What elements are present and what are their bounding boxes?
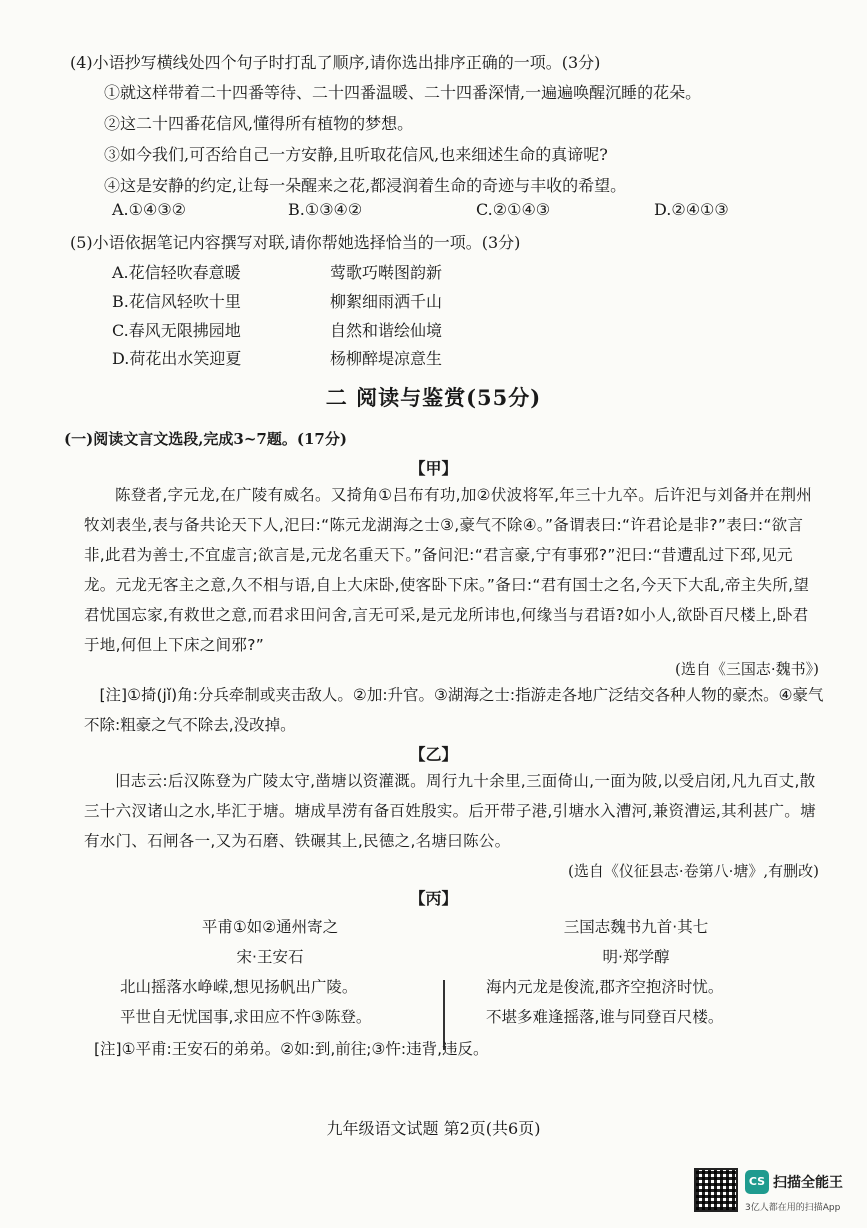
q4-sentence-4: ④这是安静的约定,让每一朵醒来之花,都浸润着生命的奇迹与丰收的希望。 (104, 176, 627, 195)
couplet-left: D.荷花出水笑迎夏 (112, 349, 242, 368)
poem-2 (486, 912, 786, 1032)
poem-2-author: 明·郑学醇 (602, 948, 670, 966)
passage-jia-label: 【甲】 (409, 459, 458, 478)
couplet-right: 杨柳醉堤凉意生 (330, 349, 443, 368)
q4-option-d[interactable]: D.②④①③ (654, 200, 729, 219)
q4-sentence-1: ①就这样带着二十四番等待、二十四番温暖、二十四番深情,一遍遍唤醒沉睡的花朵。 (104, 83, 702, 102)
couplet-right: 自然和谐绘仙境 (330, 321, 443, 340)
q4-option-c[interactable]: C.②①④③ (476, 200, 551, 219)
q4-sentence-2: ②这二十四番花信风,懂得所有植物的梦想。 (104, 114, 414, 133)
q4-option-b[interactable]: B.①③④② (288, 200, 363, 219)
passage-jia-source: (选自《三国志·魏书》) (675, 660, 819, 678)
camscanner-logo: CS (745, 1170, 769, 1194)
q4-option-a[interactable]: A.①④③② (112, 200, 187, 219)
q4-heading: (4)小语抄写横线处四个句子时打乱了顺序,请你选出排序正确的一项。(3分) (70, 53, 601, 72)
passage-jia-text: 陈登者,字元龙,在广陵有威名。又掎角①吕布有功,加②伏波将军,年三十九卒。后许汜与刘备并在荆州牧刘表坐,表与备共论天下人,汜曰:“陈元龙湖海之士③,豪气不除④。”备谓表曰:“许君论是非?”表曰:“欲言非,此君为善士,不宜虚言;欲言是,元龙名重天下。”备问汜:“君言豪,宁有事邪?”汜曰:“昔遭乱过下邳,见元龙。元龙无客主之意,久不相与语,自上大床卧,使客卧下床。”备曰:“君有国士之名,今天下大乱,帝主失所,望君忧国忘家,有救世之意,而君求田问舍,言无可采,是元龙所讳也,何缘当与君语?如小人,欲卧百尺楼上,卧君于地,何但上下床之间邪?” (84, 486, 813, 654)
passage-yi-source: (选自《仪征县志·卷第八·塘》,有删改) (567, 862, 819, 880)
section-title: 二 阅读与鉴赏(55分) (325, 385, 542, 410)
camscanner-tagline: 3亿人都在用的扫描App (745, 1203, 841, 1213)
section-subtitle: (一)阅读文言文选段,完成3~7题。(17分) (64, 430, 347, 448)
couplet-left: A.花信轻吹春意暖 (112, 263, 241, 282)
couplet-right: 柳絮细雨洒千山 (330, 292, 443, 311)
q5-option-c[interactable] (112, 318, 443, 341)
passage-bing-label: 【丙】 (409, 889, 458, 908)
q5-heading: (5)小语依据笔记内容撰写对联,请你帮她选择恰当的一项。(3分) (70, 233, 521, 252)
poem-2-title: 三国志魏书九首·其七 (563, 918, 709, 936)
couplet-left: B.花信风轻吹十里 (112, 292, 241, 311)
passage-bing-note: [注]①平甫:王安石的弟弟。②如:到,前往;③忤:违背,违反。 (94, 1040, 489, 1058)
poem-1-author: 宋·王安石 (236, 948, 304, 966)
q4-sentence-3: ③如今我们,可否给自己一方安静,且听取花信风,也来细述生命的真谛呢? (104, 145, 608, 164)
passage-yi-text: 旧志云:后汉陈登为广陵太守,凿塘以资灌溉。周行九十余里,三面倚山,一面为陂,以受启闭,凡九百丈,散三十六汊诸山之水,毕汇于塘。塘成旱涝有备百姓殷实。后开带子港,引塘水入漕河,兼资漕运,其利甚广。塘有水门、石闸各一,又为石磨、铁碾其上,民德之,名塘曰陈公。 (84, 772, 816, 850)
poem-2-line-2: 不堪多难逢摇落,谁与同登百尺楼。 (486, 1008, 724, 1026)
qr-code-icon (694, 1168, 738, 1212)
passage-yi-label: 【乙】 (409, 745, 458, 764)
q5-option-b[interactable] (112, 289, 443, 312)
poem-1-line-1: 北山摇落水峥嵘,想见扬帆出广陵。 (120, 978, 358, 996)
poem-1 (120, 912, 420, 1032)
passage-jia-note: [注]①掎(jǐ)角:分兵牵制或夹击敌人。②加:升官。③湖海之士:指游走各地广泛结交各种人物的豪杰。④豪气不除:粗豪之气不除去,没改掉。 (84, 686, 824, 734)
poem-2-line-1: 海内元龙是俊流,郡齐空抱济时忧。 (486, 978, 724, 996)
couplet-left: C.春风无限拂园地 (112, 321, 241, 340)
poem-1-title: 平甫①如②通州寄之 (201, 918, 339, 936)
couplet-right: 莺歌巧啭图韵新 (330, 263, 443, 282)
poem-1-line-2: 平世自无忧国事,求田应不忤③陈登。 (120, 1008, 372, 1026)
page-footer: 九年级语文试题 第2页(共6页) (326, 1119, 541, 1138)
camscanner-name: 扫描全能王 (773, 1175, 843, 1191)
q5-option-d[interactable] (112, 346, 443, 369)
q5-option-a[interactable] (112, 260, 443, 283)
